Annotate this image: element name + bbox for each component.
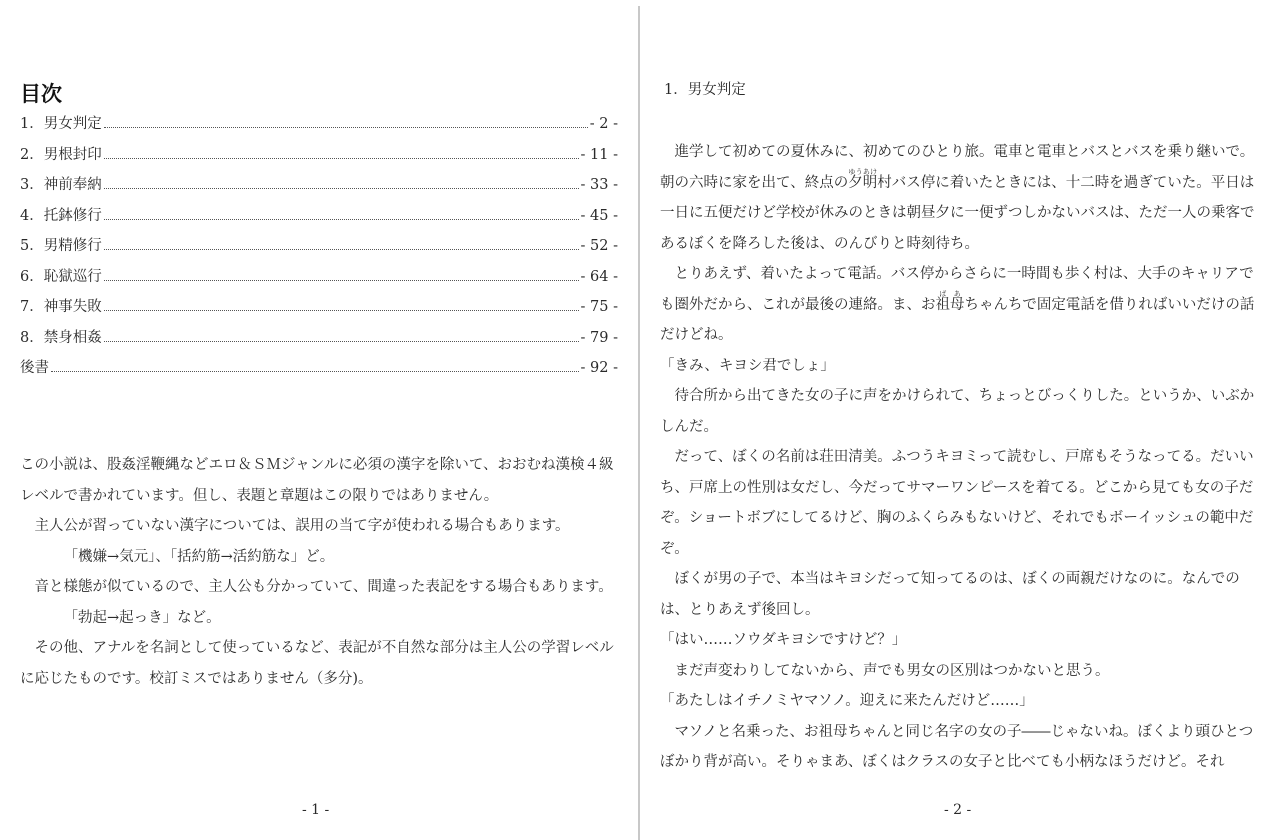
toc-entry-label: 後書 [20, 360, 49, 376]
note-paragraph: 主人公が習っていない漢字については、誤用の当て字が使われる場合もあります。 [34, 518, 570, 534]
paragraph-text: だって、ぼくの名前は荘田清美。ふつうキヨミって読むし、戸席もそうなってる。だいいち、戸席上の性別は女だし、今だってサマーワンピースを着てる。どこから見ても女の子だぞ。ショートボブにしてるけど、胸のふくらみもないけど、それでもボーイッシュの範中だぞ。 [660, 449, 1254, 557]
toc-entry[interactable] [20, 234, 618, 265]
paragraph-text: 進学して初めての夏休みに、初めてのひとり旅。電車と電車とバスとバスを乗り継いで。朝の六時に家を出て、終点の [660, 144, 1255, 191]
ruby-annotation: 夕明ゆうあけ [848, 167, 878, 191]
body-paragraph [660, 686, 1260, 717]
toc-dot-leader [104, 309, 579, 311]
toc-entry-page: - 33 - [580, 177, 618, 193]
page-number: - 2 - [944, 802, 972, 818]
toc-entry-page: - 79 - [580, 329, 618, 346]
toc-entry-label: 8．禁身相姦 [20, 329, 102, 346]
toc-dot-leader [104, 126, 588, 128]
toc-entry[interactable] [20, 112, 618, 143]
body-paragraph [660, 381, 1260, 442]
toc-entry-page: - 92 - [580, 360, 618, 376]
paragraph-text: まだ声変わりしてないから、声でも男女の区別はつかないと思う。 [660, 662, 1110, 679]
body-paragraph [660, 442, 1260, 564]
toc-entry-page: - 64 - [580, 268, 618, 285]
toc-entry[interactable] [20, 204, 618, 235]
body-paragraph [660, 625, 1260, 656]
author-notes [20, 450, 620, 694]
chapter-body [660, 137, 1260, 778]
paragraph-text: 村バス停に着いたときには、十二時を過ぎていた。平日は一日に五便だけど学校が休みのときは朝昼夕に一便ずつしかないバスは、ただ一人の乗客であるぼくを降ろした後は、のんびりと時刻待ち。 [660, 174, 1255, 252]
paragraph-text: マソノと名乗った、お祖母ちゃんと同じ名字の女の子――じゃないね。ぼくより頭ひとつぼかり背が高い。そりゃまあ、ぼくはクラスの女子と比べても小柄なほうだけど。それ [660, 723, 1254, 770]
toc-entry-label: 3．神前奉納 [20, 177, 102, 193]
toc-entry-label: 4．托鉢修行 [20, 207, 102, 224]
paragraph-text: 「はい……ソウダキヨシですけど？」 [660, 632, 907, 648]
body-paragraph [660, 137, 1260, 259]
toc-entry-label: 5．男精修行 [20, 238, 102, 254]
toc-entry-page: - 45 - [580, 207, 618, 224]
paragraph-text: 「きみ、キヨシ君でしょ」 [660, 357, 835, 374]
toc-entry-label: 7．神事失敗 [20, 299, 102, 315]
toc-dot-leader [104, 218, 579, 220]
toc-dot-leader [51, 370, 579, 372]
toc-dot-leader [104, 157, 579, 159]
paragraph-text: とりあえず、着いたよって電話。バス停からさらに一時間も歩く村は、大手のキャリアでも圏外だから、これが最後の連絡。ま、お [660, 266, 1254, 313]
body-paragraph [660, 656, 1260, 687]
paragraph-text: ちゃんちで固定電話を借りればいいだけの話だけどね。 [660, 296, 1255, 343]
toc-entry-page: - 11 - [580, 146, 618, 163]
body-paragraph [660, 259, 1260, 351]
toc-entry[interactable] [20, 356, 618, 387]
body-paragraph [660, 717, 1260, 778]
toc-entry[interactable] [20, 143, 618, 174]
note-example: 「勃起→起っき」など。 [63, 609, 221, 626]
note-example: 「機嫌→気元」、「括約筋→活約筋な」ど。 [63, 548, 335, 565]
note-paragraph: その他、アナルを名詞として使っているなど、表記が不自然な部分は主人公の学習レベルに応じたものです。校訂ミスではありません（多分)。 [20, 640, 614, 687]
body-paragraph [660, 564, 1260, 625]
toc-entry-page: - 2 - [589, 116, 618, 132]
note-paragraph: この小説は、股姦淫鞭縄などエロ＆ＳＭジャンルに必須の漢字を除いて、おおむね漢検４級レベルで書かれています。但し、表題と章題はこの限りではありません。 [20, 457, 614, 504]
page-left [0, 0, 638, 840]
toc-dot-leader [104, 340, 579, 342]
toc-entry[interactable] [20, 326, 618, 357]
paragraph-text: 待合所から出てきた女の子に声をかけられて、ちょっとびっくりした。というか、いぶかしんだ。 [660, 388, 1255, 435]
toc-entry[interactable] [20, 265, 618, 296]
table-of-contents [20, 112, 618, 387]
toc-entry[interactable] [20, 295, 618, 326]
toc-dot-leader [104, 279, 579, 281]
paragraph-text: ぼくが男の子で、本当はキヨシだって知ってるのは、ぼくの両親だけなのに。なんでのは、とりあえず後回し。 [660, 571, 1240, 618]
ruby-annotation: 祖母ばあ [935, 289, 965, 313]
toc-entry[interactable] [20, 173, 618, 204]
toc-dot-leader [104, 187, 579, 189]
toc-entry-label: 1．男女判定 [20, 116, 102, 132]
toc-title: 目次 [20, 82, 62, 106]
paragraph-text: 「あたしはイチノミヤマソノ。迎えに来たんだけど……」 [660, 693, 1034, 709]
toc-entry-label: 6．恥獄巡行 [20, 268, 102, 285]
page-right [640, 0, 1280, 840]
note-paragraph: 音と様態が似ているので、主人公も分かっていて、間違った表記をする場合もあります。 [34, 579, 613, 595]
toc-dot-leader [104, 248, 579, 250]
toc-entry-page: - 75 - [580, 299, 618, 315]
toc-entry-page: - 52 - [580, 238, 618, 254]
body-paragraph [660, 351, 1260, 382]
toc-entry-label: 2．男根封印 [20, 146, 102, 163]
chapter-title: 1．男女判定 [664, 82, 746, 98]
page-number: - 1 - [302, 802, 330, 818]
